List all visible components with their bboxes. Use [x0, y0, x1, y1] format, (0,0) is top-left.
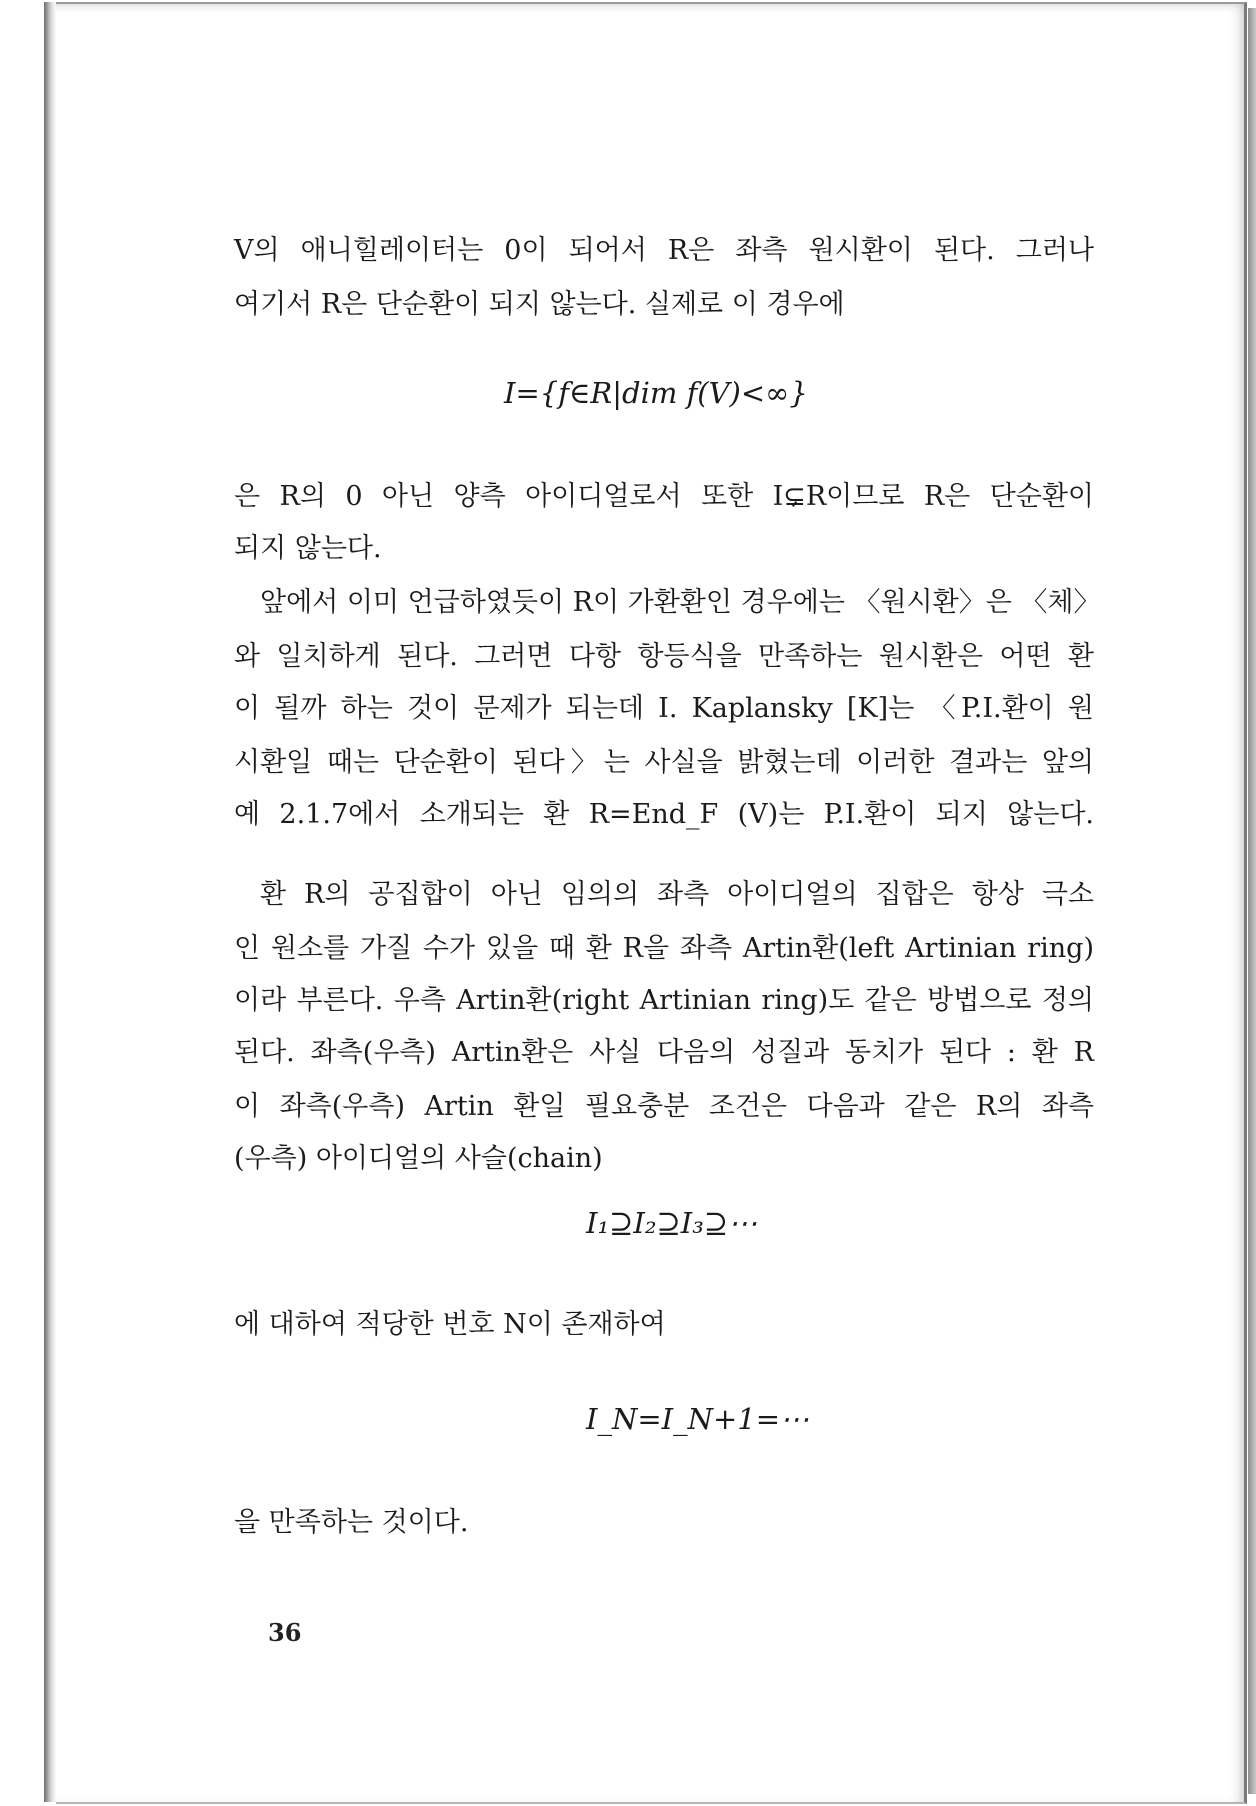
paragraph-2-line-1: 은 R의 0 아닌 양측 아이디얼로서 또한 I⊊R이므로 R은 단순환이: [234, 481, 1094, 512]
paragraph-6-line-1: 을 만족하는 것이다.: [234, 1507, 469, 1538]
equation-ideal-definition: I={f∈R|dim f(V)<∞}: [504, 376, 808, 410]
paragraph-4-line-3: 이라 부른다. 우측 Artin환(right Artinian ring)도 같은 방법으로 정의: [234, 985, 1094, 1016]
paragraph-4-line-6: (우측) 아이디얼의 사슬(chain): [234, 1143, 603, 1174]
equation-descending-chain: I₁⊇I₂⊇I₃⊇⋯: [586, 1206, 758, 1240]
paragraph-1-line-1: V의 애니힐레이터는 0이 되어서 R은 좌측 원시환이 된다. 그러나: [234, 235, 1094, 266]
paragraph-2-line-2: 되지 않는다.: [234, 533, 382, 564]
paragraph-4-line-1: 환 R의 공집합이 아닌 임의의 좌측 아이디얼의 집합은 항상 극소: [260, 879, 1094, 910]
paragraph-3-line-5: 예 2.1.7에서 소개되는 환 R=End_F (V)는 P.I.환이 되지 않는다.: [234, 799, 1094, 830]
paragraph-5-line-1: 에 대하여 적당한 번호 N이 존재하여: [234, 1309, 666, 1340]
book-spine-edge: [44, 2, 56, 1802]
paragraph-3-line-4: 시환일 때는 단순환이 된다〉는 사실을 밝혔는데 이러한 결과는 앞의: [234, 747, 1094, 778]
paragraph-3-line-3: 이 될까 하는 것이 문제가 되는데 I. Kaplansky [K]는 〈P.I.환이 원: [234, 693, 1094, 724]
paragraph-4-line-4: 된다. 좌측(우측) Artin환은 사실 다음의 성질과 동치가 된다 : 환 R: [234, 1037, 1094, 1068]
paragraph-1-line-2: 여기서 R은 단순환이 되지 않는다. 실제로 이 경우에: [234, 289, 845, 320]
equation-stabilization: I_N=I_N+1=⋯: [586, 1402, 810, 1436]
paragraph-3-line-2: 와 일치하게 된다. 그러면 다항 항등식을 만족하는 원시환은 어떤 환: [234, 641, 1094, 672]
paragraph-4-line-5: 이 좌측(우측) Artin 환일 필요충분 조건은 다음과 같은 R의 좌측: [234, 1091, 1094, 1122]
paragraph-4-line-2: 인 원소를 가질 수가 있을 때 환 R을 좌측 Artin환(left Artinian ring): [234, 933, 1094, 964]
page-number: 36: [268, 1618, 302, 1647]
paragraph-3-line-1: 앞에서 이미 언급하였듯이 R이 가환환인 경우에는 〈원시환〉은 〈체〉: [260, 587, 1101, 618]
